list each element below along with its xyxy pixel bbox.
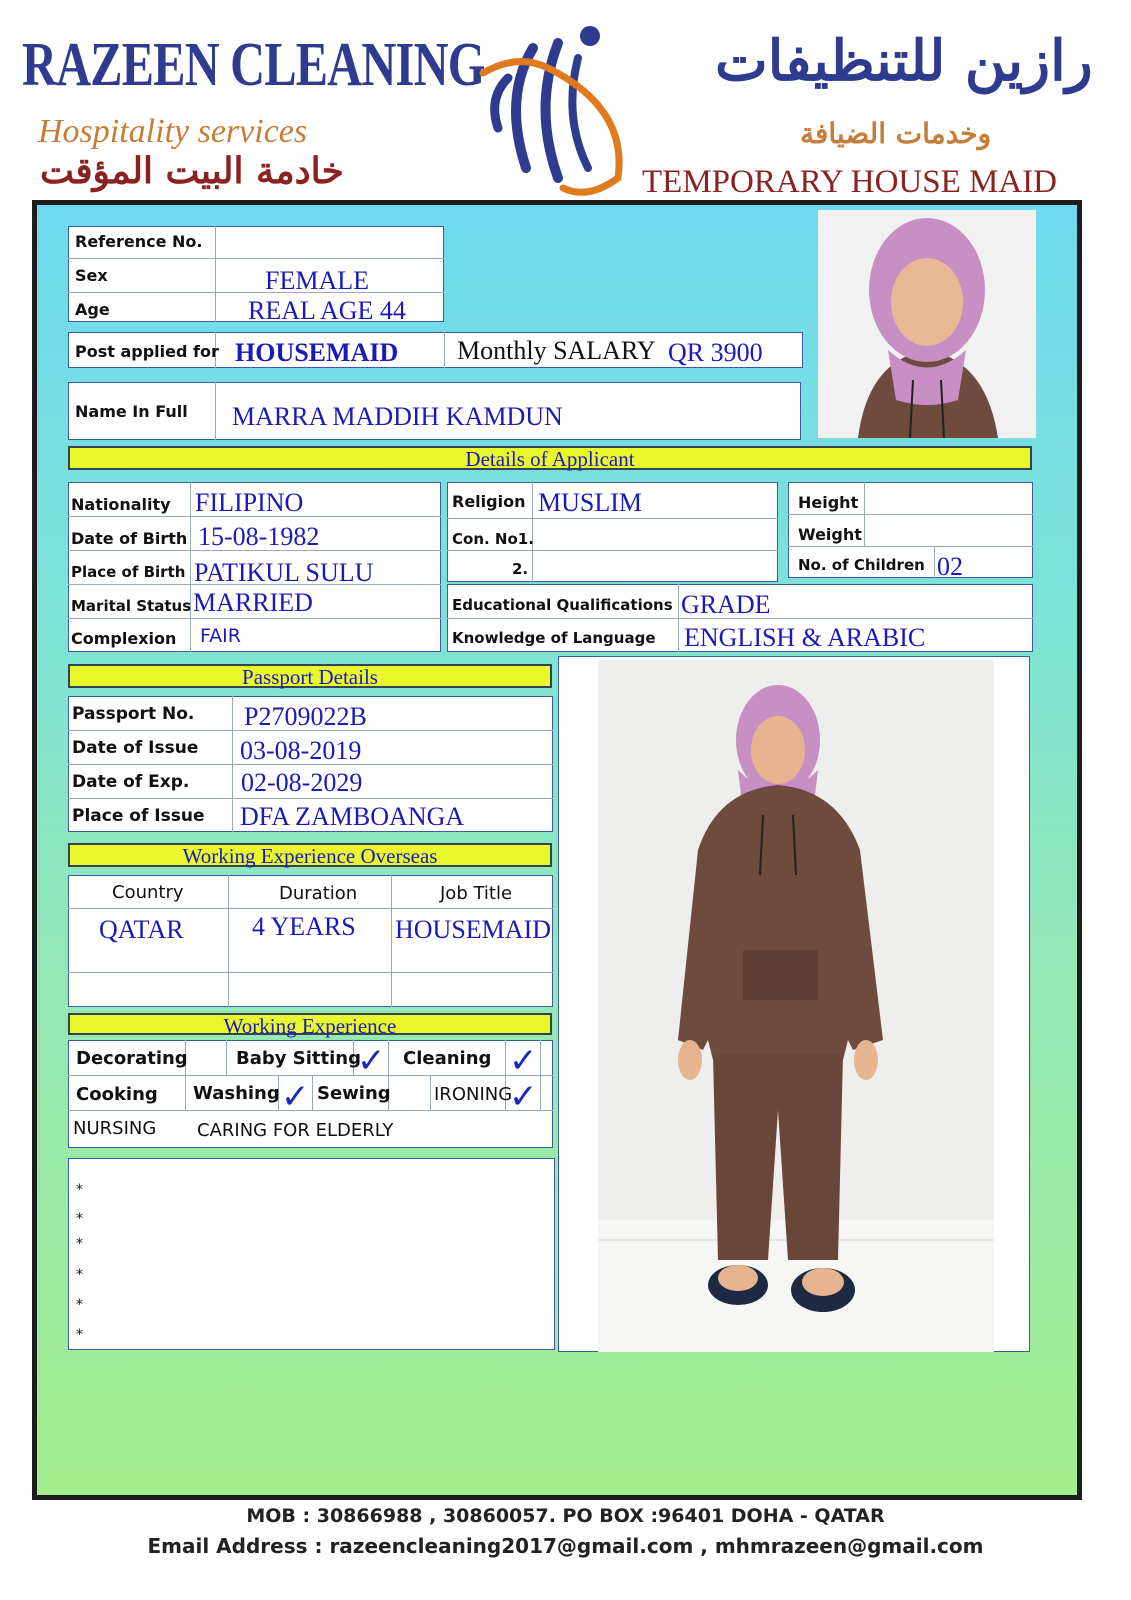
dob-value: 15-08-1982 xyxy=(198,522,320,551)
note-bullet-5: * xyxy=(76,1297,83,1313)
issue-place-label: Place of Issue xyxy=(72,806,205,826)
overseas-country-cell: QATAR xyxy=(99,915,184,944)
salary-value: QR 3900 xyxy=(668,338,763,367)
full-body-photo xyxy=(598,660,994,1352)
note-bullet-4: * xyxy=(76,1267,83,1283)
washing-label: Washing xyxy=(193,1083,280,1104)
overseas-section-title: Working Experience Overseas xyxy=(68,843,552,867)
applicant-section-title: Details of Applicant xyxy=(68,446,1032,470)
weight-label: Weight xyxy=(798,525,862,544)
salary-label: Monthly SALARY xyxy=(457,336,656,365)
issue-date-label: Date of Issue xyxy=(72,738,199,758)
col-duration-header: Duration xyxy=(279,883,358,904)
sewing-label: Sewing xyxy=(317,1083,391,1104)
pob-label: Place of Birth xyxy=(71,563,186,581)
children-value: 02 xyxy=(937,552,963,581)
note-bullet-3: * xyxy=(76,1236,83,1252)
religion-value: MUSLIM xyxy=(538,488,643,517)
post-value: HOUSEMAID xyxy=(235,338,399,367)
washing-check-icon: ✓ xyxy=(281,1077,310,1117)
col-job-header: Job Title xyxy=(440,883,513,904)
marital-value: MARRIED xyxy=(193,588,313,617)
company-logo-icon xyxy=(478,18,638,200)
baby-sitting-check-icon: ✓ xyxy=(357,1041,386,1081)
nationality-value: FILIPINO xyxy=(195,488,304,517)
brand-subtitle-arabic-left: خادمة البيت المؤقت xyxy=(40,150,344,192)
post-label: Post applied for xyxy=(75,342,219,361)
ironing-label: IRONING xyxy=(434,1084,513,1105)
ironing-check-icon: ✓ xyxy=(509,1077,538,1117)
overseas-job-cell: HOUSEMAID xyxy=(395,915,551,944)
portrait-photo xyxy=(818,210,1036,438)
brand-subtitle: Hospitality services xyxy=(38,113,308,150)
issue-date-value: 03-08-2019 xyxy=(240,736,362,765)
complexion-label: Complexion xyxy=(71,629,177,648)
col-country-header: Country xyxy=(112,882,184,903)
passport-section-title: Passport Details xyxy=(68,664,552,688)
religion-label: Religion xyxy=(452,492,526,511)
issue-place-value: DFA ZAMBOANGA xyxy=(240,802,465,831)
children-label: No. of Children xyxy=(798,556,925,574)
passport-number-label: Passport No. xyxy=(72,704,195,724)
dob-label: Date of Birth xyxy=(71,529,188,548)
age-label: Age xyxy=(75,300,110,319)
complexion-value: FAIR xyxy=(200,625,241,647)
language-value: ENGLISH & ARABIC xyxy=(684,623,926,652)
name-value: MARRA MADDIH KAMDUN xyxy=(232,402,563,431)
note-bullet-1: * xyxy=(76,1182,83,1198)
baby-sitting-label: Baby Sitting xyxy=(236,1048,361,1069)
sex-label: Sex xyxy=(75,266,108,285)
note-bullet-6: * xyxy=(76,1327,83,1343)
cleaning-check-icon: ✓ xyxy=(509,1041,538,1081)
cooking-label: Cooking xyxy=(76,1084,158,1105)
job-type-title: TEMPORARY HOUSE MAID xyxy=(642,164,1057,200)
name-label: Name In Full xyxy=(75,402,188,421)
note-bullet-2: * xyxy=(76,1211,83,1227)
sex-value: FEMALE xyxy=(265,266,369,295)
language-label: Knowledge of Language xyxy=(452,629,656,647)
footer-contact-line: MOB : 30866988 , 30860057. PO BOX :96401 DOHA - QATAR xyxy=(246,1505,885,1527)
brand-name-arabic: رازين للتنظيفات xyxy=(715,28,1093,94)
contact-1-label: Con. No1. xyxy=(452,530,534,548)
cleaning-label: Cleaning xyxy=(403,1048,492,1069)
education-label: Educational Qualifications xyxy=(452,596,673,614)
elderly-care-label: CARING FOR ELDERLY xyxy=(197,1120,394,1141)
age-value: REAL AGE 44 xyxy=(248,296,406,325)
contact-2-label: 2. xyxy=(512,560,529,578)
expiry-date-value: 02-08-2029 xyxy=(241,768,363,797)
footer-email-line: Email Address : razeencleaning2017@gmail.com , mhmrazeen@gmail.com xyxy=(147,1534,984,1558)
passport-number-value: P2709022B xyxy=(244,702,367,731)
height-label: Height xyxy=(798,493,859,512)
reference-label: Reference No. xyxy=(75,232,203,251)
notes-box xyxy=(68,1158,555,1350)
nursing-label: NURSING xyxy=(73,1118,157,1139)
brand-subtitle-arabic: وخدمات الضيافة xyxy=(800,117,992,150)
brand-name-english: RAZEEN CLEANING xyxy=(22,31,485,99)
nationality-label: Nationality xyxy=(71,495,171,514)
expiry-date-label: Date of Exp. xyxy=(72,772,190,792)
overseas-duration-cell: 4 YEARS xyxy=(252,912,356,941)
pob-value: PATIKUL SULU xyxy=(194,558,374,587)
marital-label: Marital Status xyxy=(71,597,192,615)
education-value: GRADE xyxy=(681,590,771,619)
experience-section-title: Working Experience xyxy=(68,1013,552,1035)
decorating-label: Decorating xyxy=(76,1048,188,1069)
